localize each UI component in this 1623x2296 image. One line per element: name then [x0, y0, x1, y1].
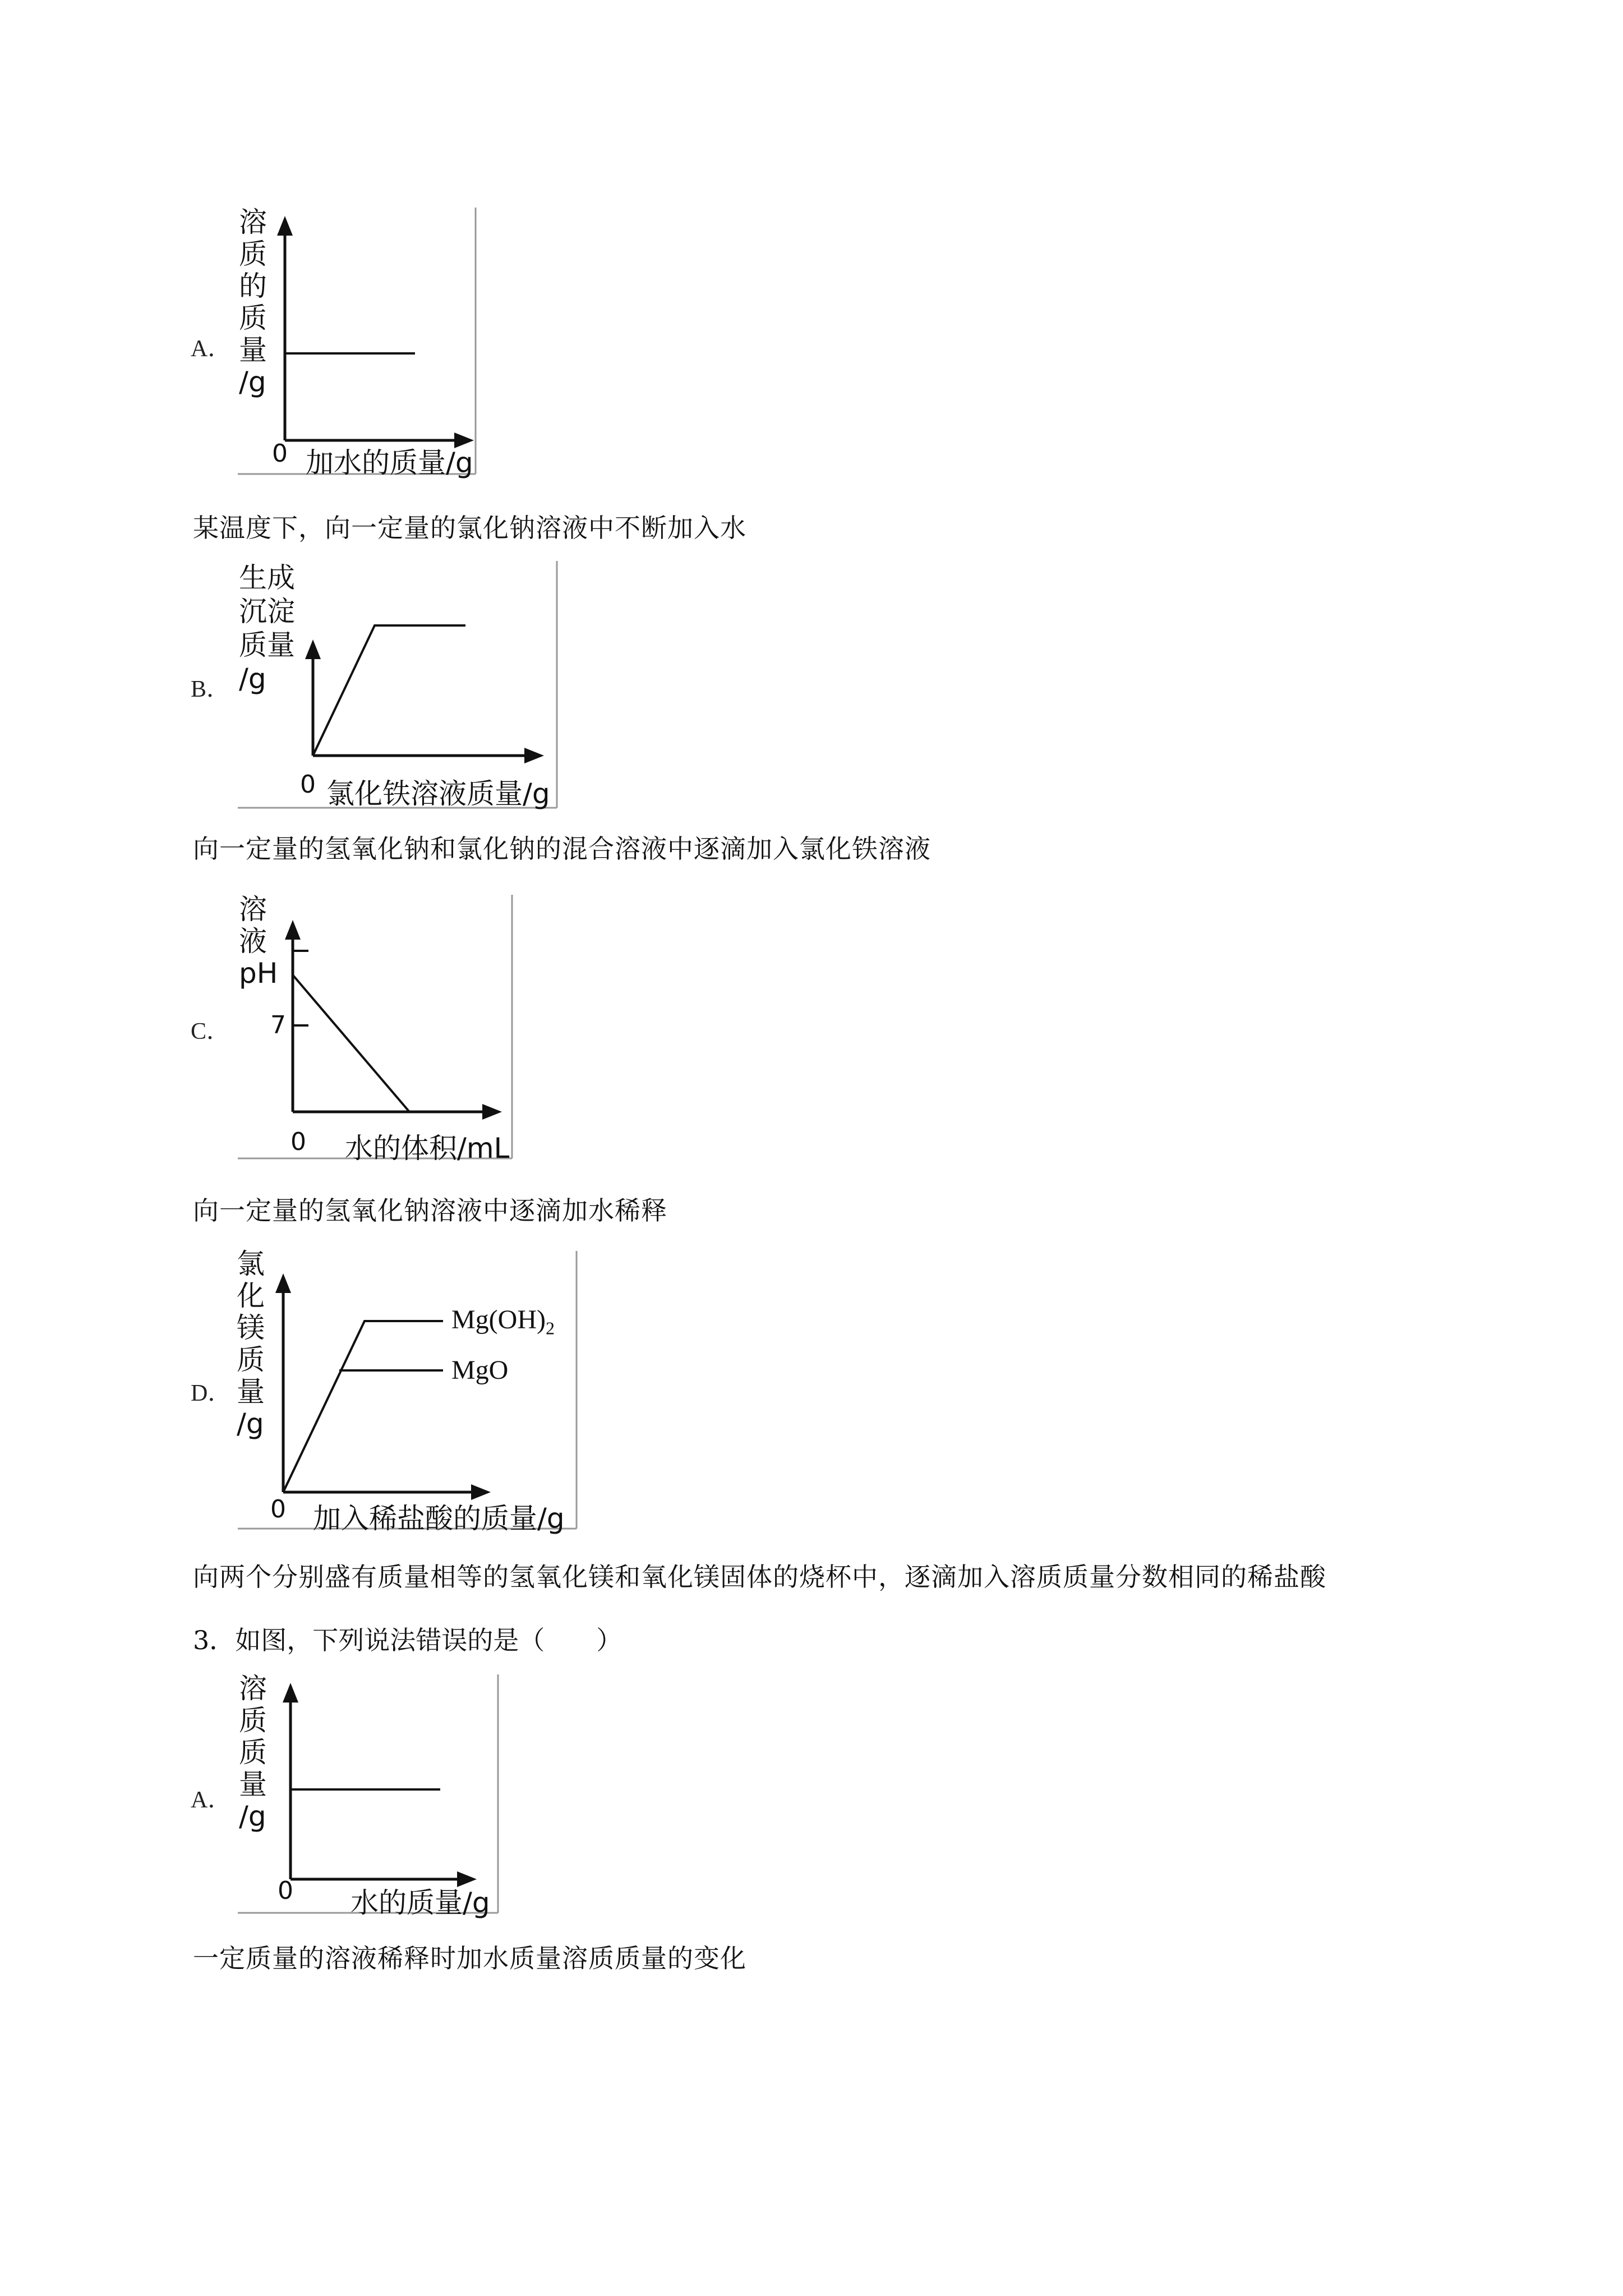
x-axis-label-d: 加入稀盐酸的质量/g	[313, 1502, 565, 1535]
y-axis-label-q3a: 溶 质 质 量 /g	[239, 1672, 267, 1833]
x-axis-label-c: 水的体积/mL	[345, 1132, 510, 1165]
option-c-caption: 向一定量的氢氧化钠溶液中逐滴加水稀释	[193, 1195, 667, 1226]
tick-label-7: 7	[270, 1011, 286, 1039]
y-axis-arrow	[305, 639, 321, 659]
origin-label: 0	[272, 439, 288, 468]
option-d-letter: D．	[191, 1381, 232, 1406]
x-axis-arrow	[482, 1104, 502, 1120]
question-3-stem: 3．如图，下列说法错误的是（ ）	[193, 1625, 623, 1655]
option-b-letter: B．	[191, 677, 230, 702]
x-axis-label-a: 加水的质量/g	[306, 447, 473, 479]
y-axis-label-a: 溶 质 的 质 量 /g	[239, 206, 267, 398]
q3-option-a-caption: 一定质量的溶液稀释时加水质量溶质质量的变化	[193, 1943, 746, 1973]
y-axis-arrow	[275, 1273, 291, 1293]
y-axis-label-b: 生成 沉淀 质量 /g	[239, 562, 295, 695]
option-b-caption: 向一定量的氢氧化钠和氯化钠的混合溶液中逐滴加入氯化铁溶液	[193, 834, 931, 864]
origin-label: 0	[291, 1128, 306, 1156]
option-c-letter: C．	[191, 1019, 230, 1045]
graph-a-svg	[230, 205, 477, 480]
y-axis-arrow	[283, 1683, 298, 1703]
graph-c	[230, 892, 513, 1164]
option-d-caption: 向两个分别盛有质量相等的氢氧化镁和氧化镁固体的烧杯中，逐滴加入溶质质量分数相同的稀盐酸	[193, 1562, 1326, 1592]
graph-b	[230, 558, 558, 813]
graph-a	[230, 205, 477, 480]
data-line	[313, 625, 465, 756]
origin-label: 0	[270, 1495, 286, 1524]
x-axis-label-b: 氯化铁溶液质量/g	[326, 777, 550, 810]
option-a-caption: 某温度下，向一定量的氯化钠溶液中不断加入水	[193, 513, 746, 543]
series-mgoh2-line	[283, 1321, 443, 1492]
graph-q3-a	[230, 1672, 499, 1918]
x-axis-arrow	[524, 748, 544, 763]
x-axis-label-q3a: 水的质量/g	[351, 1887, 490, 1919]
origin-label: 0	[300, 770, 316, 799]
y-axis-label-c: 溶 液 pH	[239, 893, 278, 990]
option-a-letter: A．	[191, 336, 232, 362]
series-label-mgo: MgO	[451, 1355, 509, 1385]
y-axis-arrow	[285, 920, 301, 940]
data-line	[293, 975, 409, 1112]
graph-d-svg	[230, 1248, 578, 1534]
graph-d	[230, 1248, 578, 1534]
series-label-mgoh2: $Mg(OH)_2$	[451, 1305, 555, 1338]
y-axis-arrow	[277, 216, 293, 236]
y-axis-label-d: 氯 化 镁 质 量 /g	[237, 1248, 265, 1440]
q3-option-a-letter: A．	[191, 1787, 232, 1813]
origin-label: 0	[278, 1876, 293, 1905]
